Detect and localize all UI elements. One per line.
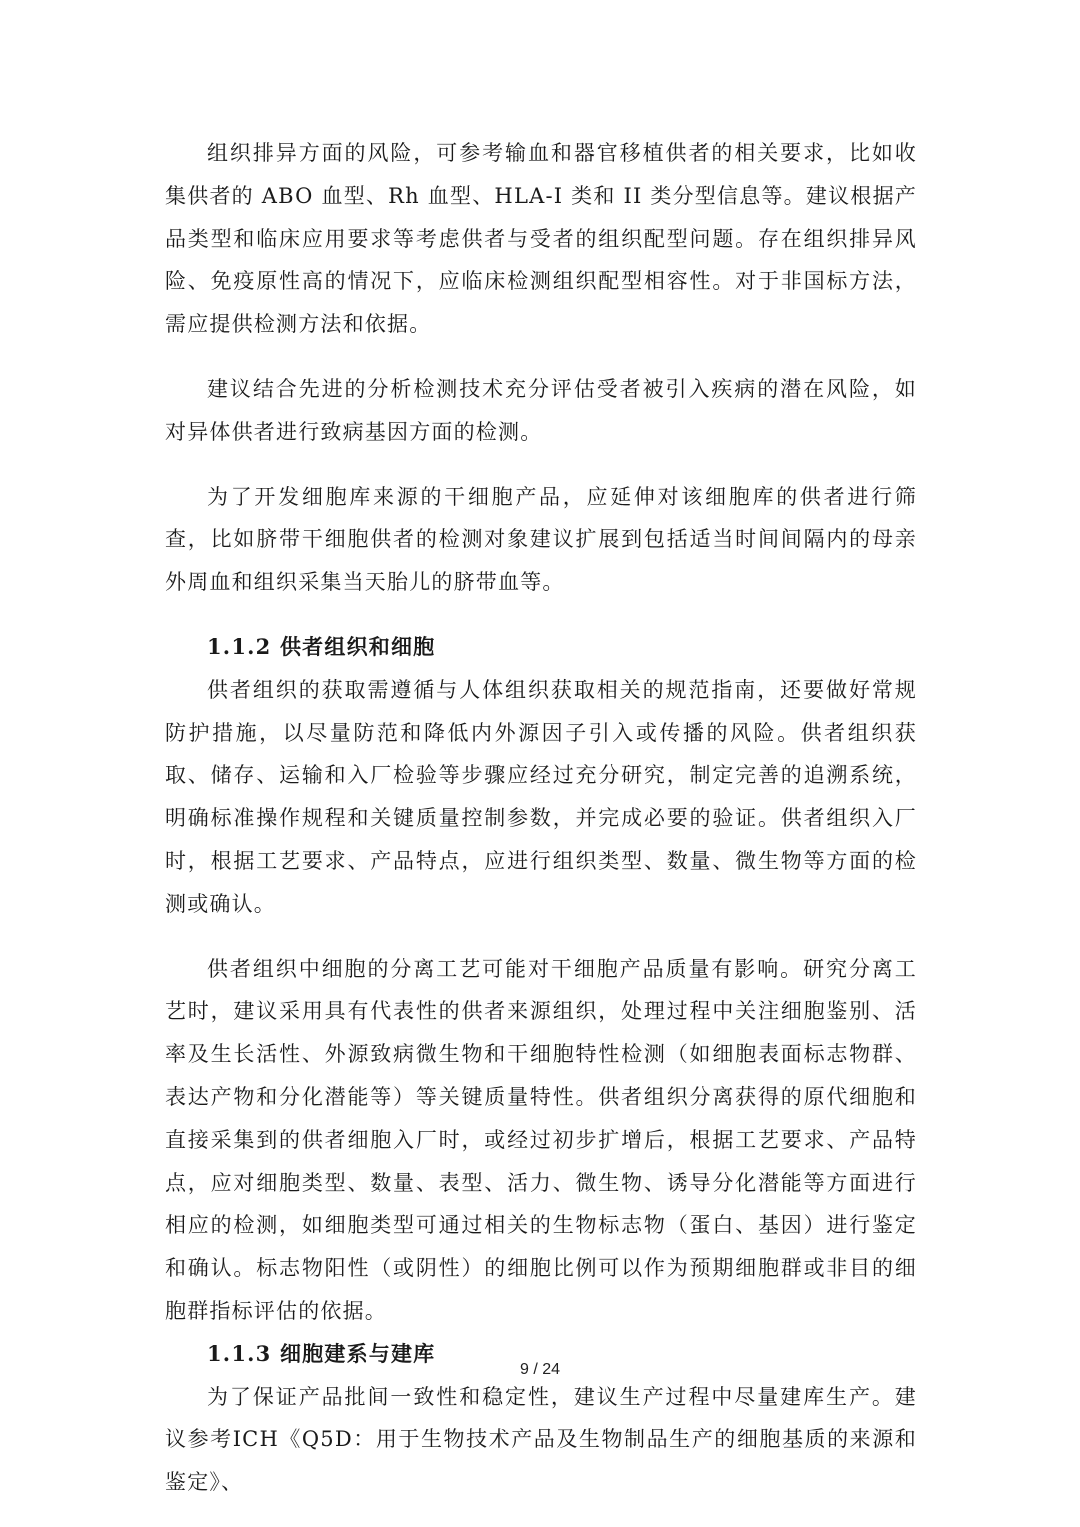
section-heading-1-1-2: 1.1.2 供者组织和细胞 bbox=[207, 633, 436, 659]
paragraph-gap bbox=[165, 604, 917, 626]
paragraph-donor-tissue-acquisition: 供者组织的获取需遵循与人体组织获取相关的规范指南，还要做好常规防护措施，以尽量防范和降低内外源因子引入或传播的风险。供者组织获取、储存、运输和入厂检验等步骤应经过充分研究，制定完善的追溯系统，明确标准操作规程和关键质量控制参数，并完成必要的验证。供者组织入厂时，根据工艺要求、产品特点，应进行组织类型、数量、微生物等方面的检测或确认。 bbox=[165, 677, 917, 916]
paragraph-tissue-rejection: 组织排异方面的风险，可参考输血和器官移植供者的相关要求，比如收集供者的 ABO 血型、Rh 血型、HLA-I 类和 II 类分型信息等。建议根据产品类型和临床应用要求等考虑供者与受者的组织配型问题。存在组织排异风险、免疫原性高的情况下，应临床检测组织配型相容性。对于非国标方法，需应提供检测方法和依据。 bbox=[165, 141, 917, 337]
page-number: 9 / 24 bbox=[519, 1361, 561, 1378]
paragraph-cell-separation-process: 供者组织中细胞的分离工艺可能对干细胞产品质量有影响。研究分离工艺时，建议采用具有代表性的供者来源组织，处理过程中关注细胞鉴别、活率及生长活性、外源致病微生物和干细胞特性检测（如细胞表面标志物群、表达产物和分化潜能等）等关键质量特性。供者组织分离获得的原代细胞和直接采集到的供者细胞入厂时，或经过初步扩增后，根据工艺要求、产品特点，应对细胞类型、数量、表型、活力、微生物、诱导分化潜能等方面进行相应的检测，如细胞类型可通过相关的生物标志物（蛋白、基因）进行鉴定和确认。标志物阳性（或阴性）的细胞比例可以作为预期细胞群或非目的细胞群指标评估的依据。 bbox=[165, 956, 917, 1323]
paragraph-pathogenic-gene-testing: 建议结合先进的分析检测技术充分评估受者被引入疾病的潜在风险，如对异体供者进行致病基因方面的检测。 bbox=[165, 376, 917, 444]
paragraph-cell-banking: 为了保证产品批间一致性和稳定性，建议生产过程中尽量建库生产。建议参考ICH《Q5D：用于生物技术产品及生物制品生产的细胞基质的来源和鉴定》、 bbox=[165, 1384, 917, 1495]
paragraph-gap bbox=[165, 926, 917, 948]
document-body bbox=[165, 132, 917, 1504]
paragraph-cell-bank-donor-screening: 为了开发细胞库来源的干细胞产品，应延伸对该细胞库的供者进行筛查，比如脐带干细胞供者的检测对象建议扩展到包括适当时间间隔内的母亲外周血和组织采集当天胎儿的脐带血等。 bbox=[165, 484, 917, 595]
paragraph-gap bbox=[165, 454, 917, 476]
paragraph-gap bbox=[165, 346, 917, 368]
section-heading-1-1-3: 1.1.3 细胞建系与建库 bbox=[207, 1340, 436, 1366]
